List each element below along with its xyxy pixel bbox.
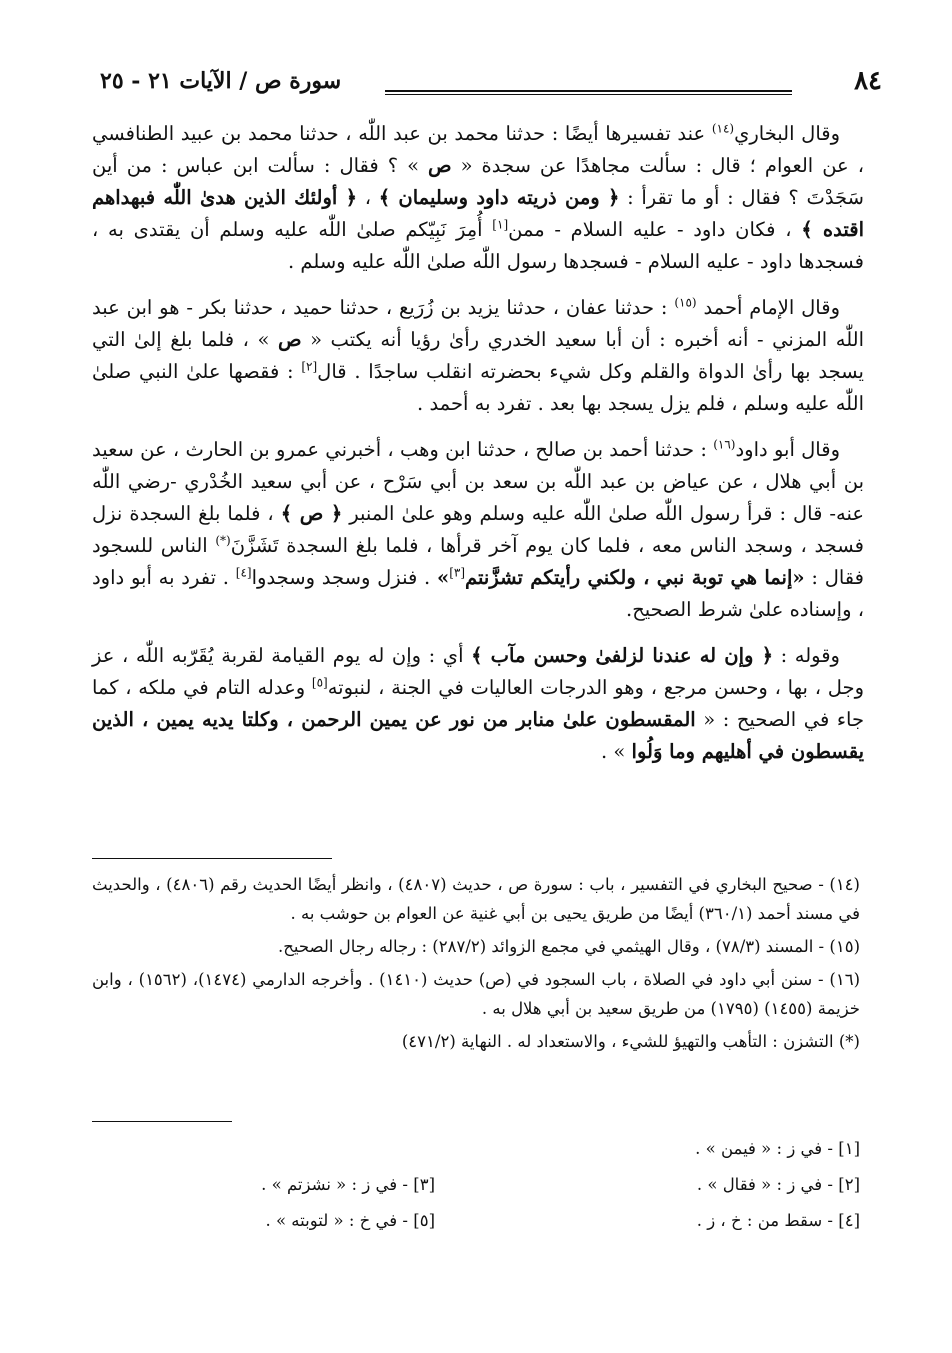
page-number: ٨٤ (854, 66, 882, 96)
text-run: وقال أبو داود (735, 438, 840, 461)
emphasis: ص (428, 154, 452, 177)
text-run: : فقصها علىٰ النبي صلىٰ اللّٰه عليه وسلم ، فلم يزل يسجد بها بعد . تفرد به أحمد . (92, 360, 864, 415)
variant-5: [٥] - في خ : « لتوبته » . (265, 1211, 435, 1230)
footnote-separator (92, 858, 332, 859)
quran-verse: ﴿ ومن ذريته داود وسليمان ﴾ (378, 186, 620, 209)
quran-verse: ﴿ وإن له عندنا لزلفىٰ وحسن مآب ﴾ (471, 644, 774, 667)
text-run: عند تفسيرها أيضًا : حدثنا محمد بن عبد اللّٰه ، حدثنا محمد بن عبيد الطنافسي ، عن العوام ؛ قال : سألت مجاهدًا عن سجدة « (92, 122, 864, 177)
emphasis: ص (277, 328, 302, 351)
footnote-15: (١٥) - المسند (٧٨/٣) ، وقال الهيثمي في مجمع الزوائد (٢٨٧/٢) : رجاله رجال الصحيح. (278, 937, 860, 956)
text-run: » . (601, 740, 632, 763)
text-run: . تفرد به أبو داود ، وإسناده علىٰ شرط الصحيح. (92, 566, 864, 621)
footnote-ref: (١٤) (711, 121, 735, 136)
text-run: وقال الإمام أحمد (696, 296, 840, 319)
variants-separator (92, 1121, 232, 1122)
hadith-quote: المقسطون علىٰ منابر من نور عن يمين الرحمن ، وكلتا يديه يمين ، الذين يقسطون في أهليهم وما وَلُوا (92, 708, 864, 763)
footnote-ref: (١٦) (713, 437, 736, 452)
header-rule-thin (385, 94, 792, 95)
footnote-ref: (*) (215, 533, 231, 548)
text-run: » ؟ فقال : سألت ابن عباس : من أين سَجَدْتَ ؟ فقال : أو ما تقرأ : (92, 154, 864, 209)
hadith-quote: «إنما هي توبة نبي ، ولكني رأيتكم تشزَّنتم (465, 566, 805, 589)
variant-ref: [٣] (449, 565, 466, 580)
main-text (92, 118, 864, 782)
header-rule (385, 90, 792, 92)
text-run: أي : وإن له يوم القيامة لقربة يُقَرّبه اللّٰه ، عز وجل ، بها ، وحسن مرجع ، وهو الدرجات العاليات في الجنة ، لنبوته (92, 644, 864, 699)
variant-4: [٤] - سقط من : خ ، ز . (696, 1211, 860, 1230)
variant-ref: [٤] (235, 565, 252, 580)
variant-2: [٢] - في ز : « فقال » . (696, 1175, 860, 1194)
variant-ref: [١] (492, 217, 509, 232)
variant-3: [٣] - في ز : « نشزتم » . (261, 1175, 435, 1194)
variant-ref: [٢] (301, 359, 318, 374)
text-run: » ، فلما بلغ إلىٰ التي يسجد بها رأىٰ الدواة والقلم وكل شيء بحضرته انقلب ساجدًا . قال (92, 328, 864, 383)
text-run: ، فكان داود - عليه السلام - ممن (508, 218, 802, 241)
manuscript-variants (92, 1135, 860, 1245)
variant-1: [١] - في ز : « فيمن » . (695, 1139, 860, 1158)
variant-ref: [٥] (311, 675, 328, 690)
footnotes (92, 870, 860, 1060)
text-run: ، (357, 186, 379, 209)
footnote-ref: (١٥) (674, 295, 697, 310)
footnote-asterisk: (*) التشزن : التأهب والتهيؤ للشيء ، والاستعداد له . النهاية (٤٧١/٢) (401, 1032, 860, 1051)
text-run: ، فلما بلغ السجدة نزل فسجد ، وسجد الناس معه ، فلما كان يوم آخر قرأها ، فلما بلغ السجدة تَشَزَّنَ (92, 502, 864, 557)
text-run: أُمِرَ نَبِيّكم صلىٰ اللّٰه عليه وسلم أن يقتدى به ، فسجدها داود - عليه السلام - فسجدها رسول اللّٰه صلىٰ اللّٰه عليه وسلم . (92, 218, 864, 273)
page-header (70, 60, 882, 110)
text-run: وعدله التام في ملكه ، كما جاء في الصحيح : « (92, 676, 865, 731)
paragraph-verse-commentary (92, 640, 864, 768)
paragraph-abu-dawud (92, 434, 864, 626)
hadith-quote-end: » (437, 566, 450, 589)
text-run: الناس للسجود فقال : (92, 534, 864, 589)
text-run: : حدثنا أحمد بن صالح ، حدثنا ابن وهب ، أخبرني عمرو بن الحارث ، عن سعيد بن أبي هلال ، عن عياض بن عبد اللّٰه بن سعد بن أبي سَرْح ، عن أبي سعيد الخُدْري -رضي اللّٰه عنه- قال : قرأ رسول اللّٰه صلىٰ اللّٰه عليه وسلم وهو علىٰ المنبر (92, 438, 864, 525)
quran-verse: ﴿ ص ﴾ (280, 502, 343, 525)
footnote-14: (١٤) - صحيح البخاري في التفسير ، باب : سورة ص ، حديث (٤٨٠٧) ، وانظر أيضًا الحديث رقم (٤٨٠٦) ، والحديث في مسند أحمد (٣٦٠/١) أيضًا من طريق يحيى بن أبي غنية عن العوام بن حوشب به . (92, 875, 860, 923)
footnote-16: (١٦) - سنن أبي داود في الصلاة ، باب السجود في (ص) حديث (١٤١٠) . وأخرجه الدارمي (١٤٧٤)، (١٥٦٢) ، وابن خزيمة (١٤٥٥) (١٧٩٥) من طريق سعيد بن أبي هلال به . (92, 970, 860, 1018)
text-run: وقوله : (773, 644, 840, 667)
paragraph-bukhari (92, 118, 864, 278)
paragraph-ahmad (92, 292, 864, 420)
running-title: سورة ص / الآيات ٢١ - ٢٥ (100, 68, 342, 94)
text-run: : حدثنا عفان ، حدثنا يزيد بن زُرَيع ، حدثنا حميد ، حدثنا بكر - هو ابن عبد اللّٰه المزني - أنه أخبره : أن أبا سعيد الخدري رأىٰ رؤيا أنه يكتب « (92, 296, 865, 351)
text-run: . فنزل وسجد وسجدوا (251, 566, 438, 589)
text-run: وقال البخاري (734, 122, 841, 145)
quran-verse: ﴿ أولئك الذين هدىٰ اللّٰه فبهداهم اقتده ﴾ (92, 186, 864, 241)
